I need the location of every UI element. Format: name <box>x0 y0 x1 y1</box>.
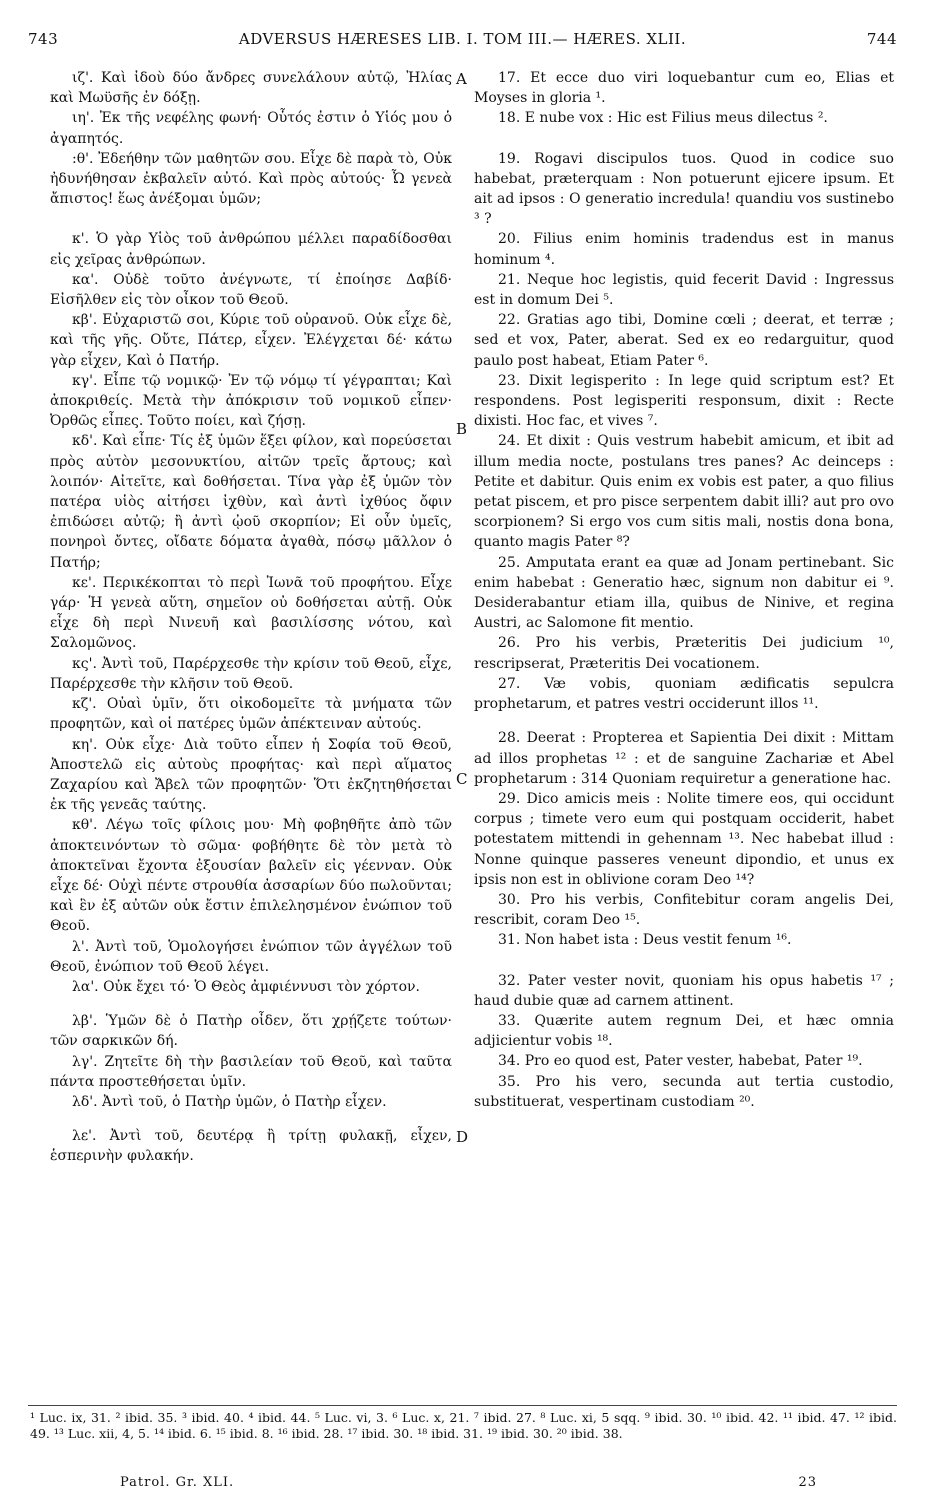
latin-verse-32: 32. Pater vester novit, quoniam his opus habetis ¹⁷ ; haud dubie quæ ad carnem attinent. <box>474 972 894 1009</box>
latin-verse-18: 18. E nube vox : Hic est Filius meus dilectus ². <box>498 110 828 127</box>
greek-verse-24: κδ'. Καὶ εἶπε· Τίς ἐξ ὑμῶν ἕξει φίλον, καὶ πορεύσεται πρὸς αὐτὸν μεσονυκτίου, αἰτῶν τρεῖς ἄρτους; καὶ λοιπόν· Αἰτεῖτε, καὶ δοθήσεται. Τίνα γὰρ ἐξ ὑμῶν τὸν πατέρα υἱὸς αἰτήσει ἰχθὺν, καὶ ἀντὶ ἰχθύος ὄφιν ἐπιδώσει αὐτῷ; ἢ ἀντὶ ᾠοῦ σκορπίον; Εἰ οὖν ὑμεῖς, πονηροὶ ὄντες, οἴδατε δόματα ἀγαθὰ, πόσῳ μᾶλλον ὁ Πατήρ; <box>50 433 452 571</box>
latin-verse-30: 30. Pro his verbis, Confitebitur coram angelis Dei, rescribit, coram Deo ¹⁵. <box>474 891 894 929</box>
greek-verse-19: :θ'. Ἐδεήθην τῶν μαθητῶν σου. Εἶχε δὲ παρὰ τὸ, Οὐκ ἠδυνήθησαν ἐκβαλεῖν αὐτό. Καὶ πρὸς αὐτούς· Ὦ γενεὰ ἄπιστος! ἕως ἀνέξομαι ὑμῶν; <box>50 150 452 208</box>
page-header <box>28 30 897 52</box>
latin-verse-21: 21. Neque hoc legistis, quid fecerit David : Ingressus est in domum Dei ⁵. <box>474 271 894 309</box>
margin-letter-c: C <box>456 770 468 788</box>
latin-verse-23: 23. Dixit legisperito : In lege quid scriptum est? Et respondens. Post legisperiti responsum, dixit : Recte dixisti. Hoc fac, et vives ⁷. <box>474 372 894 430</box>
footnotes: ¹ Luc. ix, 31. ² ibid. 35. ³ ibid. 40. ⁴ ibid. 44. ⁵ Luc. vi, 3. ⁶ Luc. x, 21. ⁷ ibid. 27. ⁸ Luc. xi, 5 sqq. ⁹ ibid. 30. ¹⁰ ibid. 42. ¹¹ ibid. 47. ¹² ibid. 49. ¹³ Luc. xii, 4, 5. ¹⁴ ibid. 6. ¹⁵ ibid. 8. ¹⁶ ibid. 28. ¹⁷ ibid. 30. ¹⁸ ibid. 31. ¹⁹ ibid. 30. ²⁰ ibid. 38. <box>30 1410 897 1441</box>
page-number-left: 743 <box>28 30 59 48</box>
greek-verse-21: κα'. Οὐδὲ τοῦτο ἀνέγνωτε, τί ἐποίησε Δαβίδ· Εἰσῆλθεν εἰς τὸν οἶκον τοῦ Θεοῦ. <box>50 271 452 309</box>
running-title: ADVERSUS HÆRESES LIB. I. TOM III.— HÆRES. XLII. <box>238 30 687 48</box>
latin-verse-25: 25. Amputata erant ea quæ ad Jonam pertinebant. Sic enim habebat : Generatio hæc, signum non dabitur ei ⁹. Desiderabantur etiam illa, quibus de Ninive, et regina Austri, ac Salomone fit mentio. <box>474 554 894 632</box>
latin-verse-33: 33. Quærite autem regnum Dei, et hæc omnia adjicientur vobis ¹⁸. <box>474 1012 894 1050</box>
latin-verse-19: 19. Rogavi discipulos tuos. Quod in codice suo habebat, præterquam : Non potuerunt ejicere ipsum. Et ait ad ipsos : O generatio incredula! quandiu vos sustinebo ³ ? <box>474 150 894 228</box>
latin-verse-29: 29. Dico amicis meis : Nolite timere eos, qui occidunt corpus ; timete vero eum qui postquam occiderit, habet potestatem mittendi in gehennam ¹³. Nec habebat illud : Nonne quinque passeres veneunt dipondio, et unus ex ipsis non est in oblivione coram Deo ¹⁴? <box>474 790 894 888</box>
greek-verse-28: κη'. Οὐκ εἶχε· Διὰ τοῦτο εἶπεν ἡ Σοφία τοῦ Θεοῦ, Ἀποστελῶ εἰς αὐτοὺς προφήτας· καὶ περὶ αἵματος Ζαχαρίου καὶ Ἄβελ τῶν προφητῶν· Ὅτι ἐκζητηθήσεται ἐκ τῆς γενεᾶς ταύτης. <box>50 736 452 814</box>
margin-letter-a: A <box>456 70 467 88</box>
latin-verse-31: 31. Non habet ista : Deus vestit fenum ¹⁶. <box>498 932 792 949</box>
latin-column <box>474 68 894 1398</box>
latin-verse-26: 26. Pro his verbis, Præteritis Dei judicium ¹⁰, rescripserat, Præteritis Dei vocationem. <box>474 635 894 672</box>
latin-verse-27: 27. Væ vobis, quoniam ædificatis sepulcra prophetarum, et patres vestri occiderunt illos ¹¹. <box>474 675 894 713</box>
greek-verse-26: κς'. Ἀντὶ τοῦ, Παρέρχεσθε τὴν κρίσιν τοῦ Θεοῦ, εἶχε, Παρέρχεσθε τὴν κλῆσιν τοῦ Θεοῦ. <box>50 655 452 692</box>
latin-verse-22: 22. Gratias ago tibi, Domine cœli ; deerat, et terræ ; sed et vox, Pater, aberat. Sed ex eo redarguitur, quod paulo post habeat, Etiam Pater ⁶. <box>474 312 894 369</box>
margin-letter-d: D <box>456 1128 469 1146</box>
greek-verse-32: λβ'. Ὑμῶν δὲ ὁ Πατὴρ οἶδεν, ὅτι χρῄζετε τούτων· τῶν σαρκικῶν δή. <box>50 1013 452 1050</box>
margin-letter-b: B <box>456 420 468 438</box>
greek-verse-17: ιζ'. Καὶ ἰδοὺ δύο ἄνδρες συνελάλουν αὐτῷ, Ἠλίας καὶ Μωϋσῆς ἐν δόξῃ. <box>50 70 452 107</box>
page-number-right: 744 <box>866 30 897 48</box>
greek-verse-23: κγ'. Εἶπε τῷ νομικῷ· Ἐν τῷ νόμῳ τί γέγραπται; Καὶ ἀποκριθείς. Μετὰ τὴν ἀπόκρισιν τοῦ νομικοῦ εἶπεν· Ὀρθῶς εἶπες. Τοῦτο ποίει, καὶ ζήσῃ. <box>50 372 452 430</box>
greek-verse-22: κβ'. Εὐχαριστῶ σοι, Κύριε τοῦ οὐρανοῦ. Οὐκ εἶχε δὲ, καὶ τῆς γῆς. Οὔτε, Πάτερ, εἶχεν. Ἐλέγχεται δέ· κάτω γὰρ εἶχεν, Καὶ ὁ Πατήρ. <box>50 312 452 369</box>
greek-verse-30: λ'. Ἀντὶ τοῦ, Ὁμολογήσει ἐνώπιον τῶν ἀγγέλων τοῦ Θεοῦ, ἐνώπιον τοῦ Θεοῦ λέγει. <box>50 938 452 975</box>
greek-verse-27: κζ'. Οὐαὶ ὑμῖν, ὅτι οἰκοδομεῖτε τὰ μνήματα τῶν προφητῶν, καὶ οἱ πατέρες ὑμῶν ἀπέκτειναν αὐτούς. <box>50 696 452 733</box>
greek-verse-29: κθ'. Λέγω τοῖς φίλοις μου· Μὴ φοβηθῆτε ἀπὸ τῶν ἀποκτεινόντων τὸ σῶμα· φοβήθητε δὲ τὸν μετὰ τὸ ἀποκτεῖναι ἔχοντα ἐξουσίαν βαλεῖν εἰς γέενναν. Οὐκ εἶχε δέ· Οὐχὶ πέντε στρουθία ἀσσαρίων δύο πωλοῦνται; καὶ ἓν ἐξ αὐτῶν οὐκ ἔστιν ἐπιλελησμένον ἐνώπιον τοῦ Θεοῦ. <box>50 817 452 935</box>
greek-verse-31: λα'. Οὐκ ἔχει τό· Ὁ Θεὸς ἀμφιέννυσι τὸν χόρτον. <box>72 978 420 995</box>
greek-verse-34: λδ'. Ἀντὶ τοῦ, ὁ Πατὴρ ὑμῶν, ὁ Πατὴρ εἶχεν. <box>72 1093 387 1110</box>
latin-verse-20: 20. Filius enim hominis tradendus est in manus hominum ⁴. <box>474 231 894 268</box>
greek-column <box>50 68 452 1398</box>
gathering-number: 23 <box>798 1475 817 1490</box>
latin-verse-35: 35. Pro his vero, secunda aut tertia custodio, substituerat, vespertinam custodiam ²⁰. <box>474 1073 894 1110</box>
latin-verse-24: 24. Et dixit : Quis vestrum habebit amicum, et ibit ad illum media nocte, postulans tres panes? Ac deinceps : Petite et dabitur. Quis enim ex vobis est pater, a quo filius petat piscem, et pro pisce serpentem dabit illi? aut pro ovo scorpionem? Si ergo vos cum sitis mali, nostis dona bona, quanto magis Pater ⁸? <box>474 433 894 551</box>
latin-verse-34: 34. Pro eo quod est, Pater vester, habebat, Pater ¹⁹. <box>498 1053 863 1070</box>
footnote-divider <box>28 1405 897 1406</box>
latin-verse-28: 28. Deerat : Propterea et Sapientia Dei dixit : Mittam ad illos prophetas ¹² : et de sanguine Zachariæ et Abel prophetarum : 314 Quoniam requiretur a generatione hac. <box>474 730 894 787</box>
greek-verse-33: λγ'. Ζητεῖτε δὴ τὴν βασιλείαν τοῦ Θεοῦ, καὶ ταῦτα πάντα προστεθήσεται ὑμῖν. <box>50 1053 452 1090</box>
greek-verse-18: ιη'. Ἐκ τῆς νεφέλης φωνή· Οὗτός ἐστιν ὁ Υἱός μου ὁ ἀγαπητός. <box>50 110 452 147</box>
greek-verse-20: κ'. Ὁ γὰρ Υἱὸς τοῦ ἀνθρώπου μέλλει παραδίδοσθαι εἰς χεῖρας ἀνθρώπων. <box>50 231 452 268</box>
latin-verse-17: 17. Et ecce duo viri loquebantur cum eo, Elias et Moyses in gloria ¹. <box>474 70 894 107</box>
greek-verse-25: κε'. Περικέκοπται τὸ περὶ Ἰωνᾶ τοῦ προφήτου. Εἶχε γάρ· Ἡ γενεὰ αὕτη, σημεῖον οὐ δοθήσεται αὐτῇ. Οὐκ εἶχε δὴ περὶ Νινευῆ καὶ βασιλίσσης νότου, καὶ Σαλομῶνος. <box>50 574 452 652</box>
greek-verse-35: λε'. Ἀντὶ τοῦ, δευτέρᾳ ἢ τρίτῃ φυλακῇ, εἶχεν, ἑσπερινὴν φυλακήν. <box>50 1128 452 1165</box>
page-footer <box>120 1475 817 1493</box>
volume-signature: Patrol. Gr. XLI. <box>120 1475 235 1490</box>
